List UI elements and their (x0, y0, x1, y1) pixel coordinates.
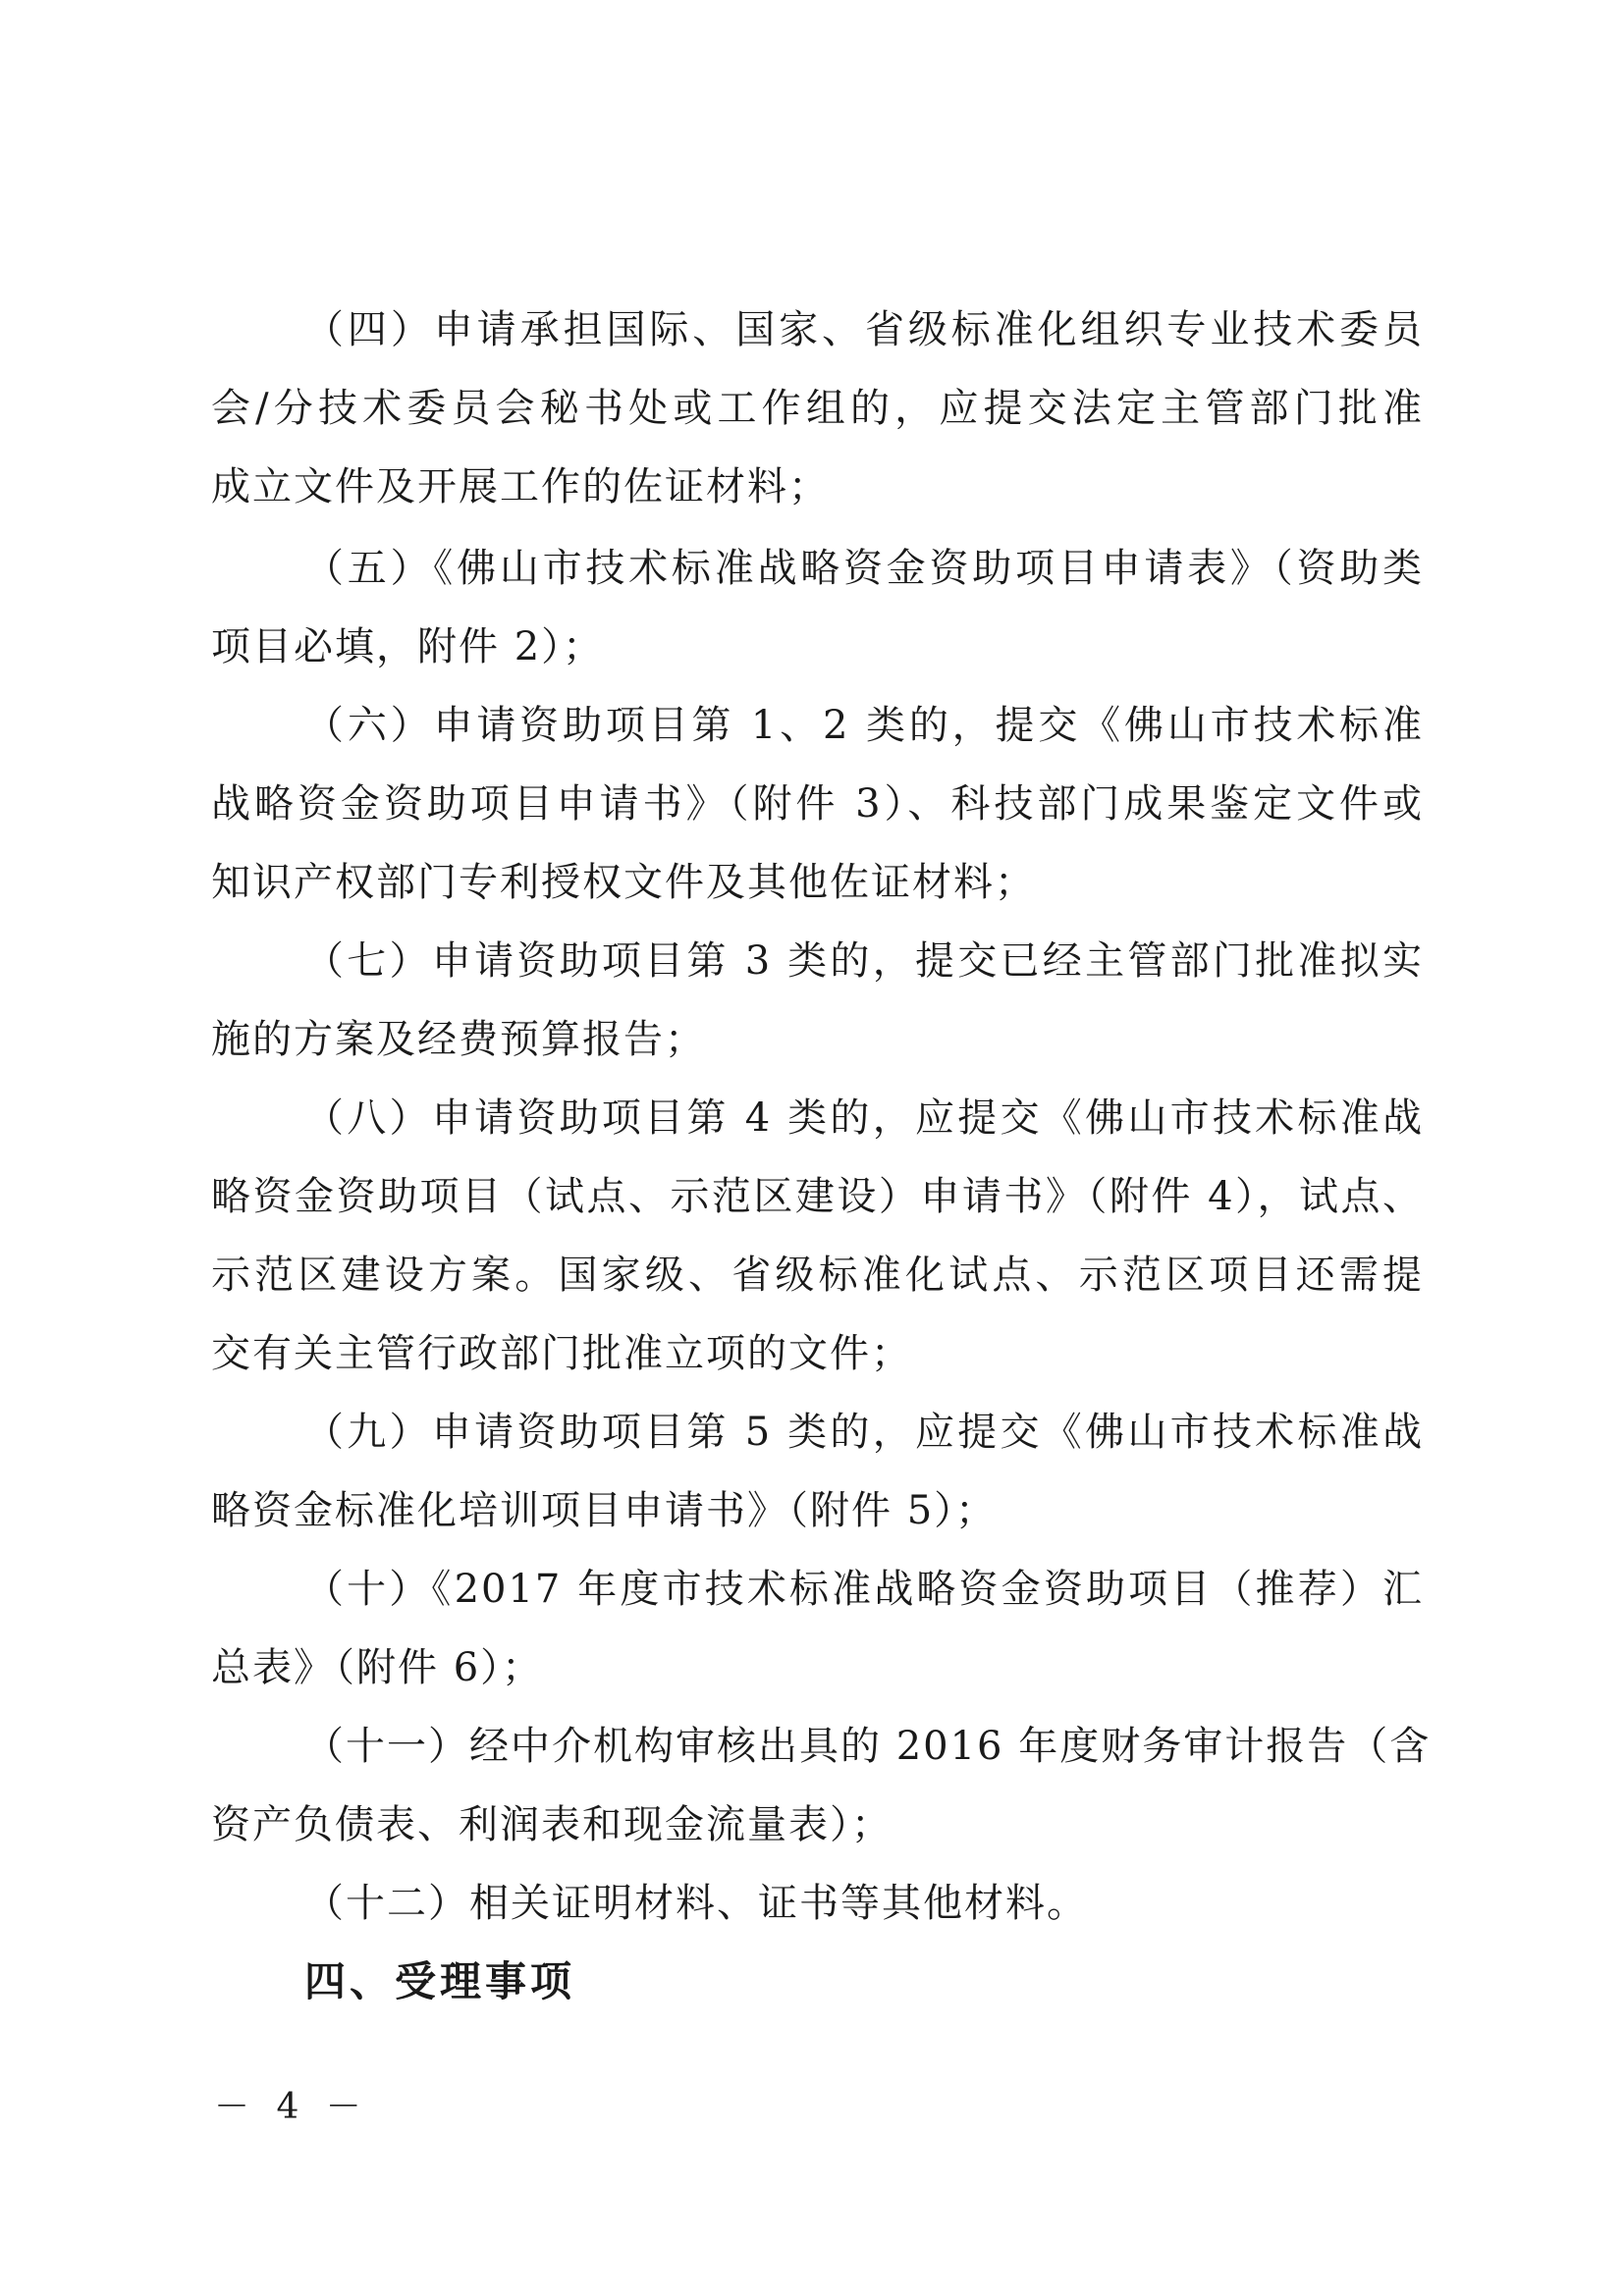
item-10-line-1: （十）《2017 年度市技术标准战略资金资助项目（推荐）汇 (304, 1567, 1424, 1612)
item-5-line-2: 项目必填，附件 2）； (211, 624, 605, 669)
item-6-line-2: 战略资金资助项目申请书》（附件 3）、科技部门成果鉴定文件或 (211, 781, 1424, 827)
item-11-line-2: 资产负债表、利润表和现金流量表）； (211, 1802, 893, 1847)
item-12-line-1: （十二）相关证明材料、证书等其他材料。 (304, 1881, 1088, 1926)
item-8-line-2: 略资金资助项目（试点、示范区建设）申请书》（附件 4），试点、 (211, 1174, 1424, 1219)
item-9-line-1: （九）申请资助项目第 5 类的，应提交《佛山市技术标准战 (304, 1410, 1424, 1455)
item-8-line-4: 交有关主管行政部门批准立项的文件； (211, 1331, 912, 1376)
item-11-line-1: （十一）经中介机构审核出具的 2016 年度财务审计报告（含 (304, 1724, 1432, 1769)
section-heading: 四、受理事项 (304, 1957, 576, 2005)
page-number: － 4 － (214, 2087, 369, 2127)
item-6-line-3: 知识产权部门专利授权文件及其他佐证材料； (211, 860, 1036, 905)
item-8-line-3: 示范区建设方案。国家级、省级标准化试点、示范区项目还需提 (211, 1253, 1424, 1298)
item-4-line-3: 成立文件及开展工作的佐证材料； (211, 464, 830, 509)
item-5-line-1: （五）《佛山市技术标准战略资金资助项目申请表》（资助类 (304, 546, 1424, 591)
item-9-line-2: 略资金标准化培训项目申请书》（附件 5）； (211, 1488, 998, 1533)
item-4-line-2: 会/分技术委员会秘书处或工作组的，应提交法定主管部门批准 (211, 386, 1424, 431)
item-8-line-1: （八）申请资助项目第 4 类的，应提交《佛山市技术标准战 (304, 1095, 1424, 1141)
item-4-line-1: （四）申请承担国际、国家、省级标准化组织专业技术委员 (304, 307, 1424, 352)
item-6-line-1: （六）申请资助项目第 1、2 类的，提交《佛山市技术标准 (304, 703, 1424, 748)
item-7-line-1: （七）申请资助项目第 3 类的，提交已经主管部门批准拟实 (304, 938, 1424, 984)
item-7-line-2: 施的方案及经费预算报告； (211, 1017, 706, 1062)
item-10-line-2: 总表》（附件 6）； (211, 1645, 544, 1690)
